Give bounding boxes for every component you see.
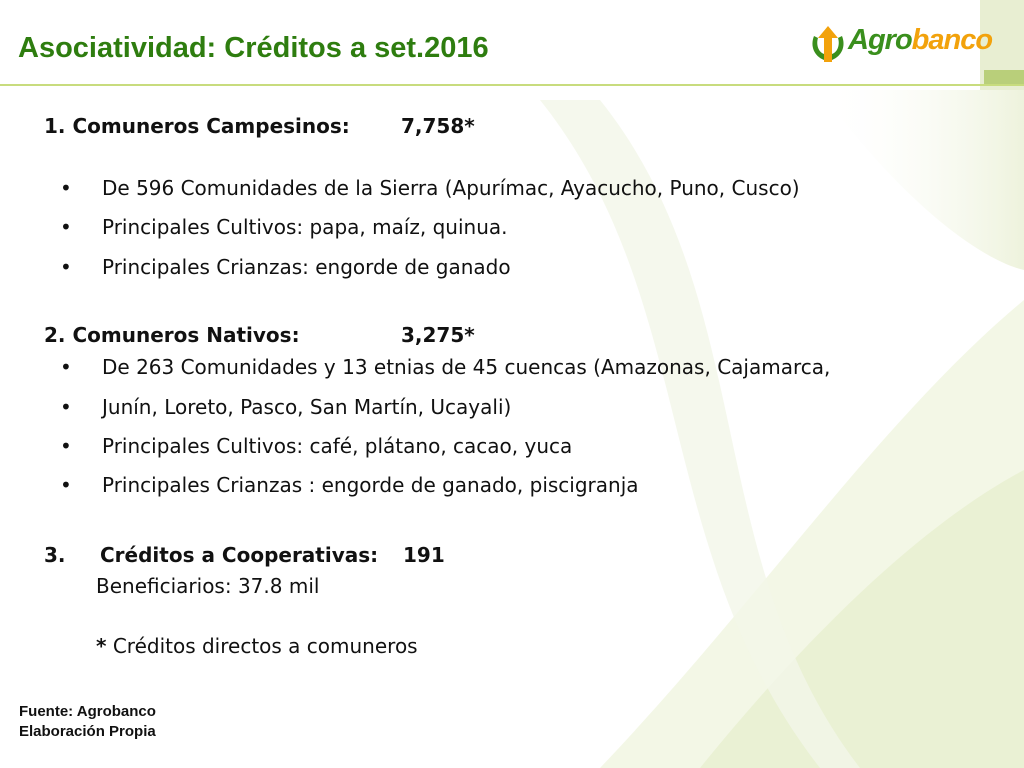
logo-text-agro: Agro	[848, 24, 912, 56]
footer-credit: Elaboración Propia	[19, 723, 156, 740]
bullet-glyph: •	[60, 255, 72, 279]
section2-bullet-4: Principales Crianzas : engorde de ganado, piscigranja	[102, 473, 639, 497]
section3-value: 191	[403, 543, 445, 567]
bullet-glyph: •	[60, 395, 72, 419]
footnote	[96, 634, 418, 658]
logo-emblem-icon	[808, 22, 848, 66]
section2-bullet-1: De 263 Comunidades y 13 etnias de 45 cuencas (Amazonas, Cajamarca,	[102, 355, 831, 379]
section1-bullet-2: Principales Cultivos: papa, maíz, quinua.	[102, 215, 508, 239]
slide-title: Asociatividad: Créditos a set.2016	[18, 32, 489, 64]
footer-source: Fuente: Agrobanco	[19, 703, 156, 720]
section1-value: 7,758*	[401, 114, 475, 138]
logo-text-banco: banco	[911, 24, 993, 56]
section3-beneficiaries: Beneficiarios: 37.8 mil	[96, 574, 320, 598]
section2-value: 3,275*	[401, 323, 475, 347]
section1-bullet-1: De 596 Comunidades de la Sierra (Apurímac, Ayacucho, Puno, Cusco)	[102, 176, 800, 200]
bullet-glyph: •	[60, 434, 72, 458]
section2-bullet-3: Principales Cultivos: café, plátano, cacao, yuca	[102, 434, 573, 458]
section3-number: 3.	[44, 543, 66, 567]
bullet-glyph: •	[60, 215, 72, 239]
bullet-glyph: •	[60, 355, 72, 379]
section1-bullet-3: Principales Crianzas: engorde de ganado	[102, 255, 511, 279]
section1-heading: 1. Comuneros Campesinos:	[44, 114, 350, 138]
title-divider	[0, 84, 1024, 86]
section2-heading: 2. Comuneros Nativos:	[44, 323, 300, 347]
section3-heading: Créditos a Cooperativas:	[100, 543, 379, 567]
section2-bullet-2: Junín, Loreto, Pasco, San Martín, Ucayali)	[102, 395, 512, 419]
logo-wordmark	[848, 24, 992, 57]
footnote-text: Créditos directos a comuneros	[106, 634, 418, 658]
bullet-glyph: •	[60, 176, 72, 200]
footnote-mark: *	[96, 634, 107, 658]
bullet-glyph: •	[60, 473, 72, 497]
agrobanco-logo	[806, 20, 993, 66]
